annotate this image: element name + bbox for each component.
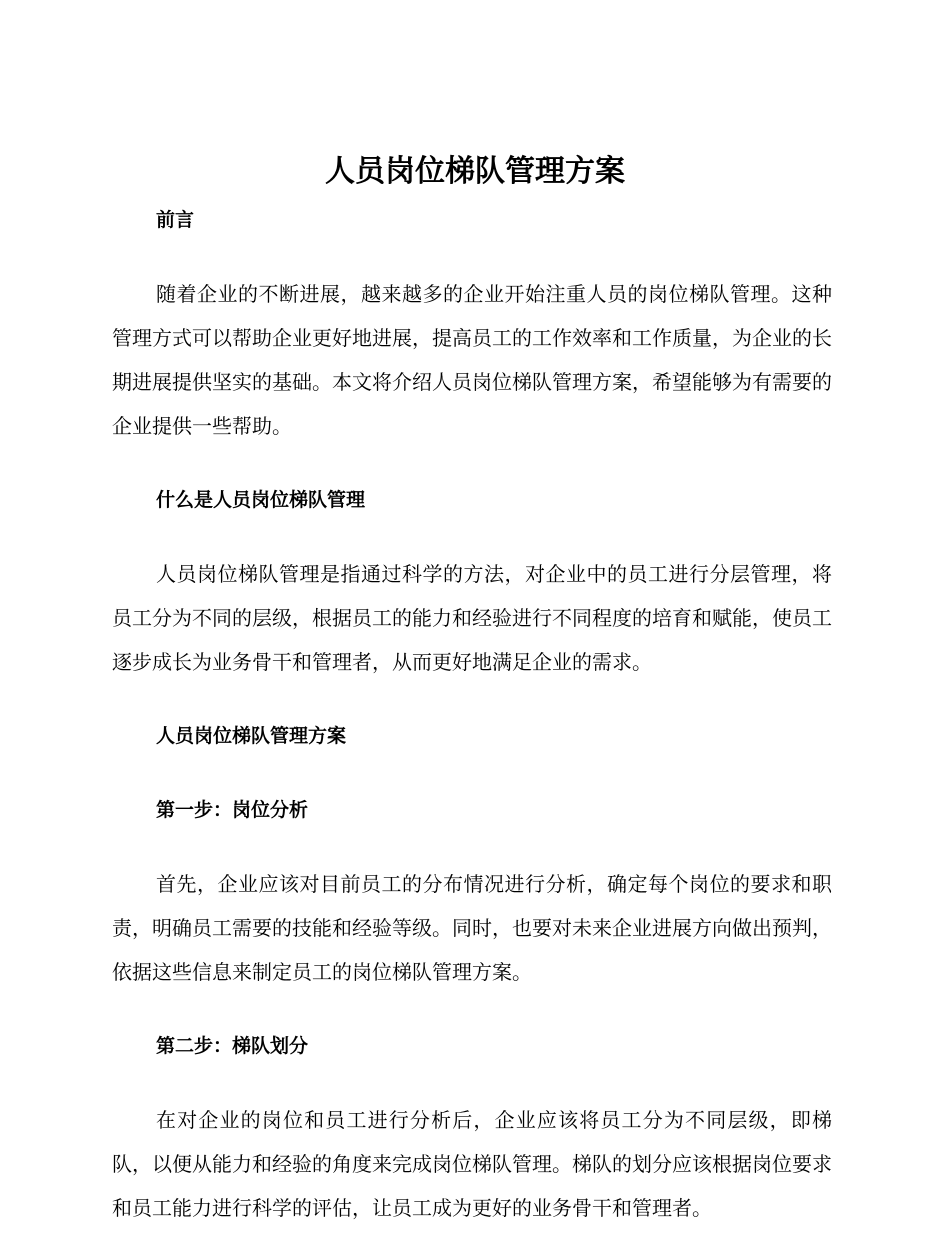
section-heading-step-one: 第一步：岗位分析 (156, 799, 309, 821)
document-body (112, 198, 832, 1260)
paragraph-step-one: 首先，企业应该对目前员工的分布情况进行分析，确定每个岗位的要求和职责，明确员工需要的技能和经验等级。同时，也要对未来企业进展方向做出预判，依据这些信息来制定员工的岗位梯队管理方案。 (112, 872, 832, 984)
document-title: 人员岗位梯队管理方案 (325, 154, 625, 189)
paragraph-preface: 随着企业的不断进展，越来越多的企业开始注重人员的岗位梯队管理。这种管理方式可以帮助企业更好地进展，提高员工的工作效率和工作质量，为企业的长期进展提供坚实的基础。本文将介绍人员岗位梯队管理方案，希望能够为有需要的企业提供一些帮助。 (112, 282, 832, 438)
section-heading-preface: 前言 (156, 209, 195, 231)
section-heading-plan: 人员岗位梯队管理方案 (156, 725, 347, 747)
section-heading-step-two: 第二步：梯队划分 (156, 1035, 309, 1057)
paragraph-step-two: 在对企业的岗位和员工进行分析后，企业应该将员工分为不同层级，即梯队，以便从能力和经验的角度来完成岗位梯队管理。梯队的划分应该根据岗位要求和员工能力进行科学的评估，让员工成为更好的业务骨干和管理者。 (112, 1108, 832, 1220)
section-heading-definition: 什么是人员岗位梯队管理 (156, 489, 366, 511)
paragraph-definition: 人员岗位梯队管理是指通过科学的方法，对企业中的员工进行分层管理，将员工分为不同的层级，根据员工的能力和经验进行不同程度的培育和赋能，使员工逐步成长为业务骨干和管理者，从而更好地满足企业的需求。 (112, 562, 832, 674)
